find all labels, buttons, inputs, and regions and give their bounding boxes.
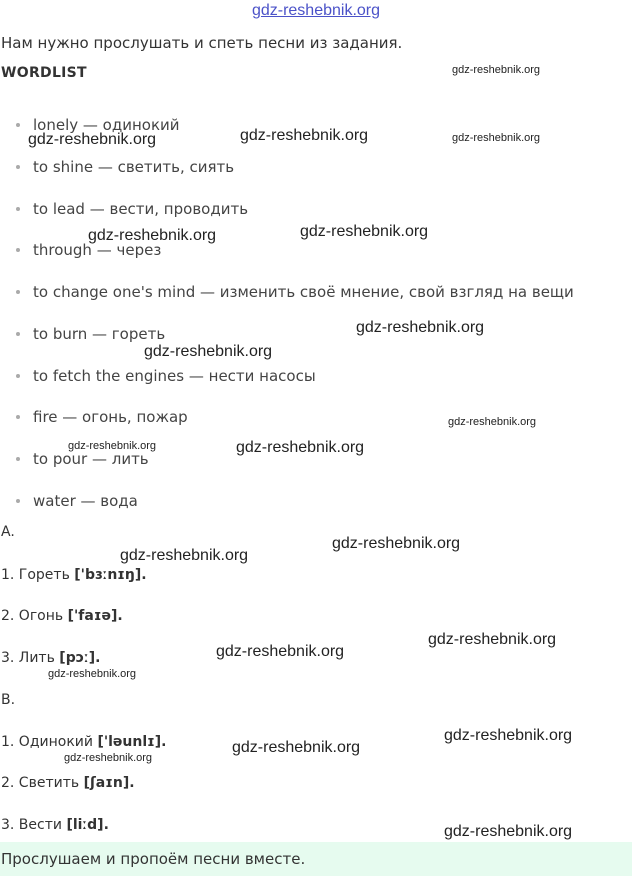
bullet-icon [16, 374, 20, 378]
wordlist-heading: WORDLIST [1, 65, 87, 81]
bullet-icon [16, 248, 20, 252]
watermark: gdz-reshebnik.org [452, 64, 541, 76]
list-item: to change one's mind — изменить своё мнение, свой взгляд на вещи [16, 283, 574, 301]
intro-text: Нам нужно прослушать и спеть песни из задания. [1, 34, 403, 52]
bullet-icon [16, 499, 20, 503]
list-item: to shine — светить, сиять [16, 158, 234, 176]
transcription: ['bɜːnɪŋ]. [74, 567, 147, 583]
section-a-item: 2. Огонь ['faɪə]. [1, 608, 123, 624]
watermark: gdz-reshebnik.org [120, 547, 249, 564]
bullet-icon [16, 290, 20, 294]
list-item: fire — огонь, пожар [16, 408, 188, 426]
watermark: gdz-reshebnik.org [428, 631, 557, 648]
bullet-icon [16, 123, 20, 127]
section-a-item: 1. Гореть ['bɜːnɪŋ]. [1, 567, 147, 583]
watermark: gdz-reshebnik.org [444, 823, 573, 840]
section-b-item: 1. Одинокий ['ləunlɪ]. [1, 734, 167, 750]
transcription: ['faɪə]. [67, 608, 123, 624]
watermark: gdz-reshebnik.org [48, 668, 137, 680]
watermark: gdz-reshebnik.org [64, 752, 153, 764]
watermark: gdz-reshebnik.org [444, 727, 573, 744]
watermark: gdz-reshebnik.org [236, 439, 365, 456]
watermark: gdz-reshebnik.org [300, 223, 429, 240]
list-item: to pour — лить [16, 450, 149, 468]
section-b-label: B. [1, 692, 16, 708]
transcription: [liːd]. [66, 817, 109, 833]
section-a-label: A. [1, 524, 15, 540]
transcription: [pɔː]. [59, 650, 101, 666]
bullet-icon [16, 332, 20, 336]
section-b-item: 2. Светить [ʃaɪn]. [1, 775, 135, 791]
watermark: gdz-reshebnik.org [452, 132, 541, 144]
list-item: to burn — гореть [16, 325, 165, 343]
watermark: gdz-reshebnik.org [28, 131, 157, 148]
bullet-icon [16, 457, 20, 461]
section-a-item: 3. Лить [pɔː]. [1, 650, 101, 666]
list-item: to fetch the engines — нести насосы [16, 367, 316, 385]
bullet-icon [16, 415, 20, 419]
site-link[interactable]: gdz-reshebnik.org [251, 2, 381, 19]
list-item: through — через [16, 241, 161, 259]
bullet-icon [16, 207, 20, 211]
footer-text: Прослушаем и пропоём песни вместе. [1, 850, 306, 868]
watermark: gdz-reshebnik.org [144, 343, 273, 360]
watermark: gdz-reshebnik.org [356, 319, 485, 336]
list-item: lonely — одинокий [16, 116, 180, 134]
watermark: gdz-reshebnik.org [88, 227, 217, 244]
watermark: gdz-reshebnik.org [68, 440, 157, 452]
section-b-item: 3. Вести [liːd]. [1, 817, 109, 833]
transcription: ['ləunlɪ]. [97, 734, 167, 750]
transcription: [ʃaɪn]. [83, 775, 135, 791]
watermark: gdz-reshebnik.org [216, 643, 345, 660]
list-item: water — вода [16, 492, 138, 510]
watermark: gdz-reshebnik.org [448, 416, 537, 428]
watermark: gdz-reshebnik.org [232, 739, 361, 756]
watermark: gdz-reshebnik.org [240, 127, 369, 144]
watermark: gdz-reshebnik.org [332, 535, 461, 552]
bullet-icon [16, 165, 20, 169]
list-item: to lead — вести, проводить [16, 200, 248, 218]
